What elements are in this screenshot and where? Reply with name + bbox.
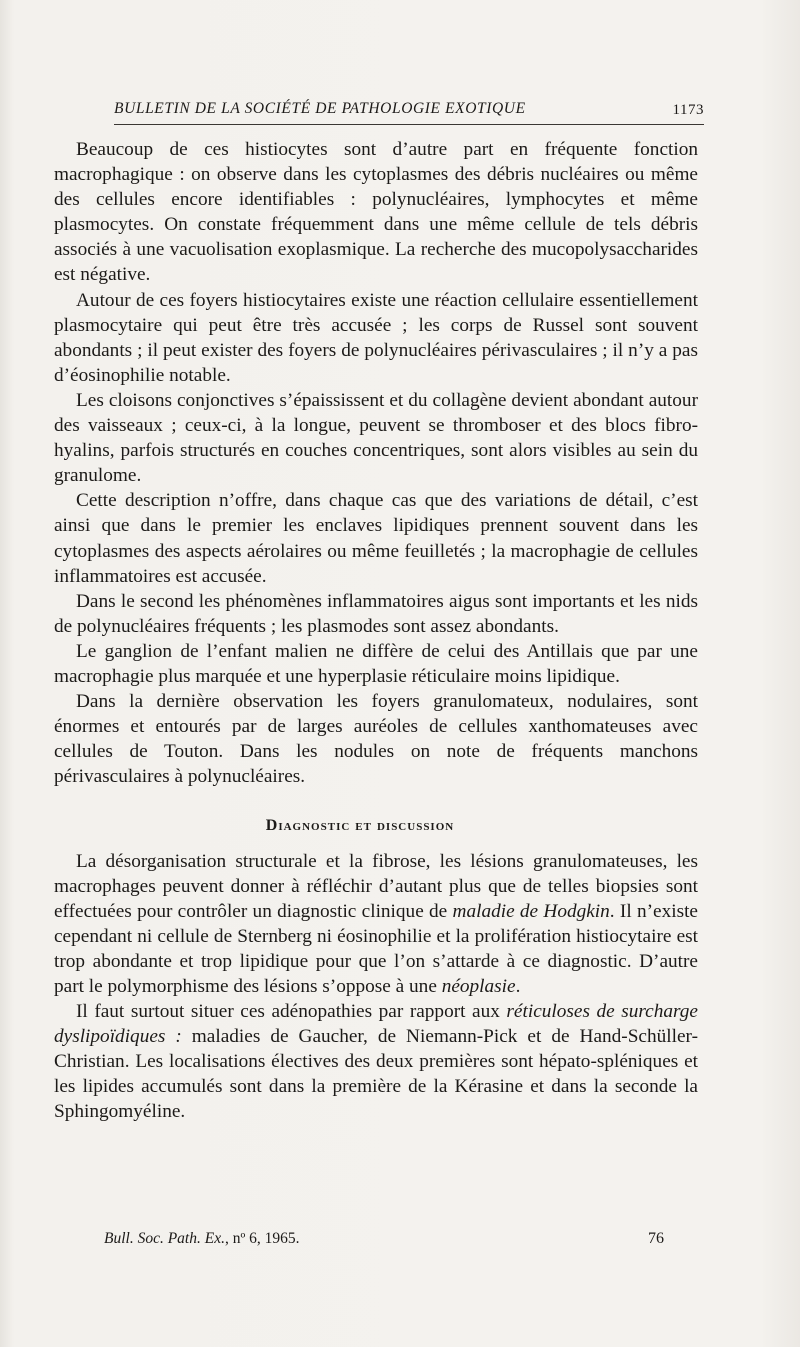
hodgkin-text-2: . Il n’existe cependant ni cellule de Sternberg ni éosinophilie et la prolifération histiocytaire est trop abondante et trop lipidique pour que l’on s’attarde à ce diagnostic. D’autre part le polymorphisme des lésions s’oppose à une	[54, 900, 698, 997]
neoplasie-italic-term: néoplasie	[441, 976, 516, 997]
paragraph-last-observation: Dans la dernière observation les foyers granulomateux, nodulaires, sont énormes et entourés par de larges auréoles de cellules xanthomateuses avec cellules de Touton. Dans les nodules on note de fréquents manchons périvasculaires à polynucléaires.	[54, 691, 698, 788]
section-heading: Diagnostic et discussion	[265, 817, 455, 835]
reticuloses-text-2: maladies de Gaucher, de Niemann-Pick et de Hand-Schüller-Christian. Les localisations électives des deux premières sont hépato-spléniques et les lipides accumulés sont dans la première de la Kérasine et dans la seconde la Sphingomyéline.	[54, 1026, 698, 1123]
running-title: BULLETIN DE LA SOCIÉTÉ DE PATHOLOGIE EXOTIQUE	[114, 100, 526, 117]
page-number: 1173	[672, 102, 704, 118]
body-text	[54, 137, 698, 1125]
hodgkin-text-1: La désorganisation structurale et la fibrose, les lésions granulomateuses, les macrophages peuvent donner à réfléchir d’autant plus que de telles biopsies sont effectuées pour contrôler un diagnostic clinique de	[54, 850, 698, 922]
journal-abbrev: Bull. Soc. Path. Ex.	[104, 1230, 225, 1247]
reticuloses-text-1: Il faut surtout situer ces adénopathies par rapport aux	[76, 1001, 507, 1023]
paragraph-macrophagy: Beaucoup de ces histiocytes sont d’autre part en fréquente fonction macrophagique : on observe dans les cytoplasmes des débris nucléaires ou même des cellules encore identifiables : polynucléaires, lymphocytes et même plasmocytes. On constate fréquemment dans une même cellule de tels débris associés à une vacuolisation exoplasmique. La recherche des mucopolysaccharides est négative.	[54, 139, 698, 286]
running-header	[114, 100, 704, 128]
paragraph-hodgkin	[54, 849, 698, 1000]
paragraph-reticuloses	[54, 999, 698, 1124]
reticuloses-italic-term: réticuloses de surcharge dyslipoïdiques :	[54, 1001, 698, 1048]
paragraph-second-case: Dans le second les phénomènes inflammatoires aigus sont importants et les nids de polynucléaires fréquents ; les plasmodes sont assez abondants.	[54, 590, 698, 637]
page-footer	[104, 1230, 664, 1254]
journal-issue: , nº 6, 1965.	[224, 1230, 300, 1247]
footer-citation	[104, 1230, 300, 1248]
header-rule	[114, 124, 704, 125]
paragraph-plasmocytic-reaction: Autour de ces foyers histiocytaires existe une réaction cellulaire essentiellement plasmocytaire qui peut être très accusée ; les corps de Russel sont souvent abondants ; il peut exister des foyers de polynucléaires périvasculaires ; il n’y a pas d’éosinophilie notable.	[54, 289, 698, 386]
signature-number: 76	[648, 1230, 664, 1247]
paragraph-malian-child: Le ganglion de l’enfant malien ne diffère de celui des Antillais que par une macrophagie plus marquée et une hyperplasie réticulaire moins lipidique.	[54, 640, 698, 687]
hodgkin-text-3: .	[515, 976, 521, 997]
paragraph-conjunctive-septa: Les cloisons conjonctives s’épaississent et du collagène devient abondant autour des vaisseaux ; ceux-ci, à la longue, peuvent se thromboser et des blocs fibro-hyalins, parfois structurés en couches concentriques, sont alors visibles au sein du granulome.	[54, 389, 698, 487]
paragraph-case-variations: Cette description n’offre, dans chaque cas que des variations de détail, c’est ainsi que dans le premier les enclaves lipidiques prennent souvent dans les cytoplasmes des aspects aérolaires ou même feuilletés ; la macrophagie de cellules inflammatoires est accusée.	[54, 490, 698, 587]
hodgkin-italic-term: maladie de Hodgkin	[452, 900, 610, 922]
